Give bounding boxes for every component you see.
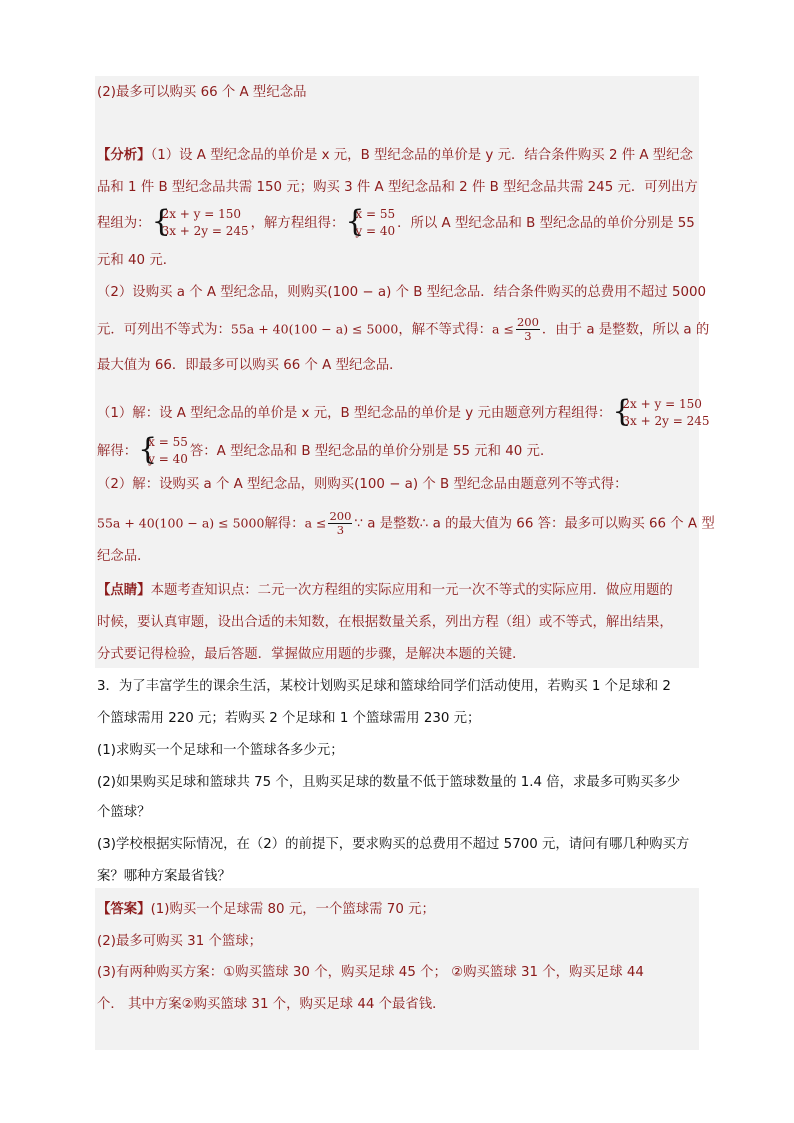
comment-text-1: 本题考查知识点：二元一次方程组的实际应用和一元一次不等式的实际应用．做应用题的 (150, 583, 673, 598)
analysis-tag: 【分析】 (97, 148, 151, 163)
solution-2b: y = 40 (148, 452, 188, 466)
solution-text-4b: ∵ a 是整数∴ a 的最大值为 66 答：最多可以购买 66 个 A 型 (354, 516, 715, 532)
answer3-tag: 【答案】 (97, 902, 151, 917)
inequality-2: 55a + 40(100 − a) ≤ 5000 (97, 515, 265, 531)
analysis-text-1: （1）设 A 型纪念品的单价是 x 元，B 型纪念品的单价是 y 元．结合条件购买 2 件 A 型纪念 (150, 148, 693, 163)
question3-line-1: 3．为了丰富学生的课余生活，某校计划购买足球和篮球给同学们活动使用，若购买 1 个足球和 2 (97, 679, 671, 694)
answer3-line-2: (2)最多可购买 31 个篮球； (97, 934, 263, 949)
analysis-text-3c: ．所以 A 型纪念品和 B 型纪念品的单价分别是 55 (397, 216, 695, 231)
comment-line-2: 时候，要认真审题，设出合适的未知数，在根据数量关系，列出方程（组）或不等式，解出结果， (97, 615, 673, 630)
question3-part1: (1)求购买一个足球和一个篮球各多少元； (97, 743, 344, 758)
equation-system-2 (613, 396, 709, 430)
solution-line-3: （2）解：设购买 a 个 A 型纪念品，则购买(100 − a) 个 B 型纪念品由题意列不等式得： (97, 477, 628, 492)
solution-line-1 (97, 396, 712, 430)
answer3-line-3: (3)有两种购买方案：①购买篮球 30 个，购买足球 45 个； ②购买篮球 31 个，购买足球 44 (97, 965, 644, 980)
answer3-line-1 (97, 900, 435, 920)
answer3-line-4: 个． 其中方案②购买篮球 31 个，购买足球 44 个最省钱． (97, 997, 446, 1012)
equation-2a: { 2x + y = 150 (622, 397, 702, 411)
analysis-line-1 (97, 146, 693, 166)
fraction-numerator-2: 200 (329, 509, 352, 523)
fraction-2 (328, 510, 352, 537)
solution-line-4 (97, 510, 715, 537)
inequality-1: 55a + 40(100 − a) ≤ 5000 (230, 321, 399, 337)
solution-text-1: （1）解：设 A 型纪念品的单价是 x 元，B 型纪念品的单价是 y 元由题意列方程组得： (97, 406, 612, 421)
analysis-text-6a: 元．可列出不等式为： (97, 322, 231, 338)
solution-line-2 (97, 434, 553, 468)
solution-1b: y = 40 (355, 224, 396, 238)
equation-system-1 (153, 206, 249, 240)
comment-tag: 【点睛】 (97, 583, 151, 598)
fraction-1 (516, 316, 540, 343)
question3-part2-line-1: (2)如果购买足球和篮球共 75 个，且购买足球的数量不低于篮球数量的 1.4 倍，求最多可购买多少 (97, 775, 681, 790)
analysis-line-4: 元和 40 元． (97, 253, 177, 268)
fraction-lhs-2: a ≤ (304, 515, 327, 531)
prev-answer-part2: (2)最多可以购买 66 个 A 型纪念品 (97, 85, 307, 100)
equation-1a: { 2x + y = 150 (161, 207, 242, 221)
solution-system-1 (346, 206, 395, 240)
question3-line-2: 个篮球需用 220 元；若购买 2 个足球和 1 个篮球需用 230 元； (97, 711, 481, 726)
answer3-text-1: (1)购买一个足球需 80 元，一个篮球需 70 元； (150, 902, 435, 917)
solution-text-2b: 答：A 型纪念品和 B 型纪念品的单价分别是 55 元和 40 元． (189, 444, 554, 459)
analysis-line-7: 最大值为 66．即最多可以购买 66 个 A 型纪念品． (97, 358, 403, 373)
solution-text-2a: 解得： (97, 444, 138, 459)
analysis-line-3 (97, 206, 695, 240)
question3-part3-line-1: (3)学校根据实际情况，在（2）的前提下，要求购买的总费用不超过 5700 元，请问有哪几种购买方 (97, 837, 690, 852)
analysis-text-6c: ．由于 a 是整数，所以 a 的 (541, 322, 710, 338)
comment-line-1 (97, 581, 673, 601)
fraction-denominator-2: 3 (336, 523, 345, 537)
solution-line-5: 纪念品． (97, 549, 151, 564)
fraction-denominator-1: 3 (524, 329, 532, 343)
solution-text-4a: 解得： (264, 516, 305, 532)
analysis-text-6b: ，解不等式得： (398, 322, 493, 338)
fraction-lhs-1: a ≤ (492, 321, 514, 337)
equation-2b: 3x + 2y = 245 (622, 414, 710, 428)
analysis-text-3b: ，解方程组得： (250, 216, 345, 231)
equation-1b: 3x + 2y = 245 (161, 224, 249, 238)
analysis-line-6 (97, 316, 709, 343)
analysis-line-2: 品和 1 件 B 型纪念品共需 150 元；购买 3 件 A 型纪念品和 2 件 B 型纪念品共需 245 元．可列出方 (97, 180, 698, 195)
solution-1a: { x = 55 (355, 207, 396, 221)
comment-line-3: 分式要记得检验，最后答题．掌握做应用题的步骤，是解决本题的关键． (97, 647, 526, 662)
analysis-line-5: （2）设购买 a 个 A 型纪念品，则购买(100 − a) 个 B 型纪念品．结合条件购买的总费用不超过 5000 (97, 285, 707, 300)
analysis-text-3a: 程组为： (97, 216, 151, 231)
question3-part2-line-2: 个篮球？ (97, 805, 151, 820)
fraction-numerator-1: 200 (516, 315, 539, 329)
question3-part3-line-2: 案？哪种方案最省钱？ (97, 869, 231, 884)
solution-system-2 (139, 434, 188, 468)
solution-2a: { x = 55 (148, 435, 188, 449)
